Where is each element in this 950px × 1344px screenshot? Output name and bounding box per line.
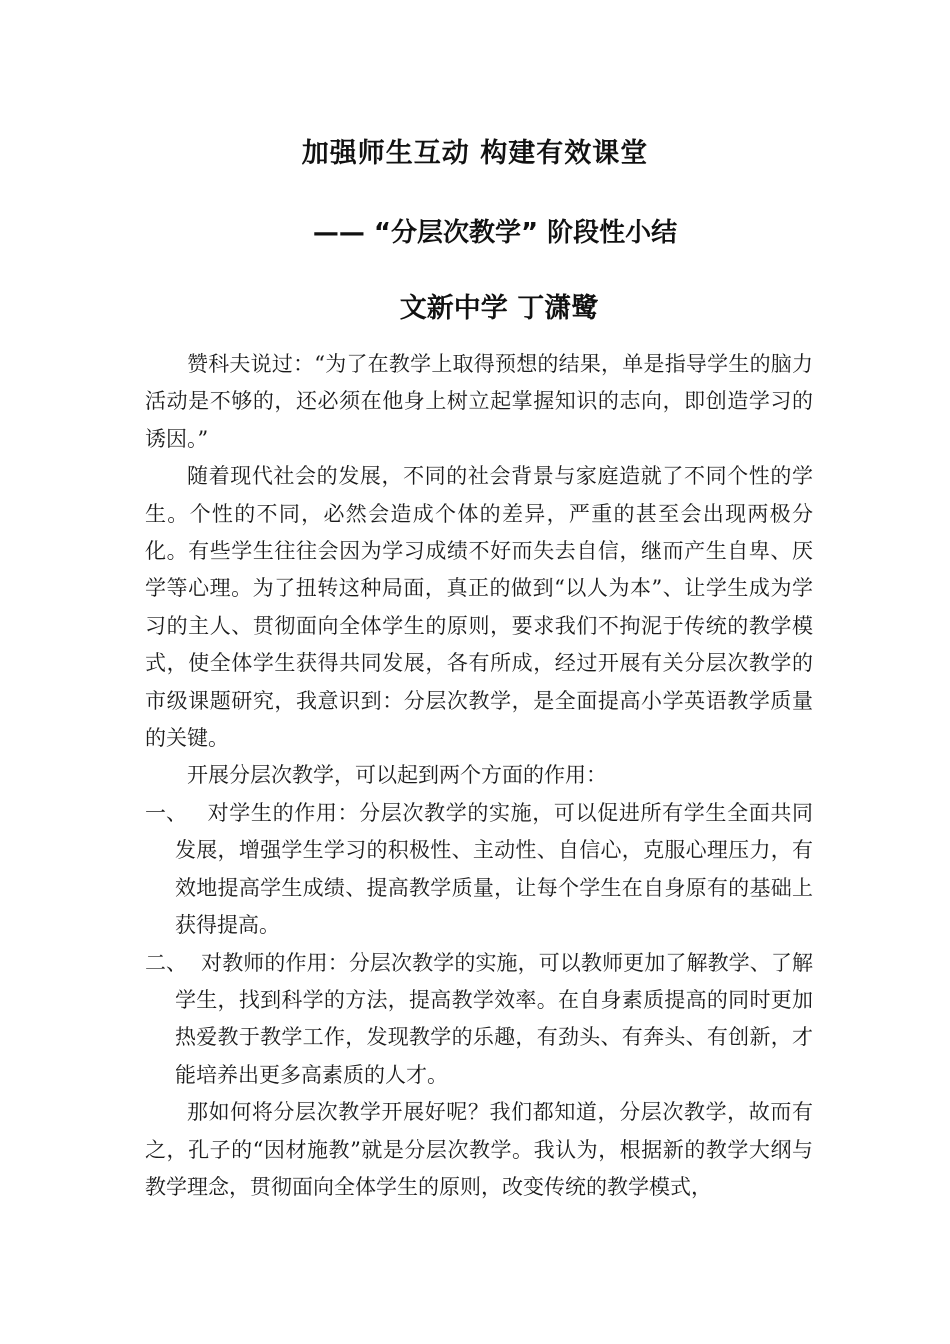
list-marker: 一、 — [145, 800, 187, 825]
list-item-text: 对学生的作用：分层次教学的实施，可以促进所有学生全面共同发展，增强学生学习的积极性、主动性、自信心，克服心理压力，有效地提高学生成绩、提高教学质量，让每个学生在自身原有的基础上获得提高。 — [175, 800, 813, 938]
paragraph-intro-effects: 开展分层次教学，可以起到两个方面的作用： — [187, 763, 607, 788]
document-title: 加强师生互动 构建有效课堂 — [301, 138, 649, 169]
document-author: 文新中学 丁潇鹭 — [399, 293, 599, 324]
paragraph-closing: 那如何将分层次教学开展好呢？我们都知道，分层次教学，故而有之，孔子的“因材施教”就是分层次教学。我认为，根据新的教学大纲与教学理念，贯彻面向全体学生的原则，改变传统的教学模式， — [145, 1100, 813, 1199]
list-item-text: 对教师的作用：分层次教学的实施，可以教师更加了解教学、了解学生，找到科学的方法，提高教学效率。在自身素质提高的同时更加热爱教于教学工作，发现教学的乐趣，有劲头、有奔头、有创新，才能培养出更多高素质的人才。 — [175, 950, 813, 1087]
paragraph-quote: 赞科夫说过：“为了在教学上取得预想的结果，单是指导学生的脑力活动是不够的，还必须在他身上树立起掌握知识的志向，即创造学习的诱因。” — [145, 352, 813, 451]
paragraph-background: 随着现代社会的发展，不同的社会背景与家庭造就了不同个性的学生。个性的不同，必然会造成个体的差异，严重的甚至会出现两极分化。有些学生往往会因为学习成绩不好而失去自信，继而产生自卑、厌学等心理。为了扭转这种局面，真正的做到“以人为本”、让学生成为学习的主人、贯彻面向全体学生的原则，要求我们不拘泥于传统的教学模式，使全体学生获得共同发展，各有所成，经过开展有关分层次教学的市级课题研究，我意识到：分层次教学，是全面提高小学英语教学质量的关键。 — [145, 464, 813, 751]
document-body — [145, 346, 813, 1206]
document-subtitle: —— “分层次教学” 阶段性小结 — [312, 218, 678, 248]
list-item-students — [145, 795, 813, 945]
list-item-teachers — [145, 945, 813, 1095]
list-marker: 二、 — [145, 950, 187, 975]
